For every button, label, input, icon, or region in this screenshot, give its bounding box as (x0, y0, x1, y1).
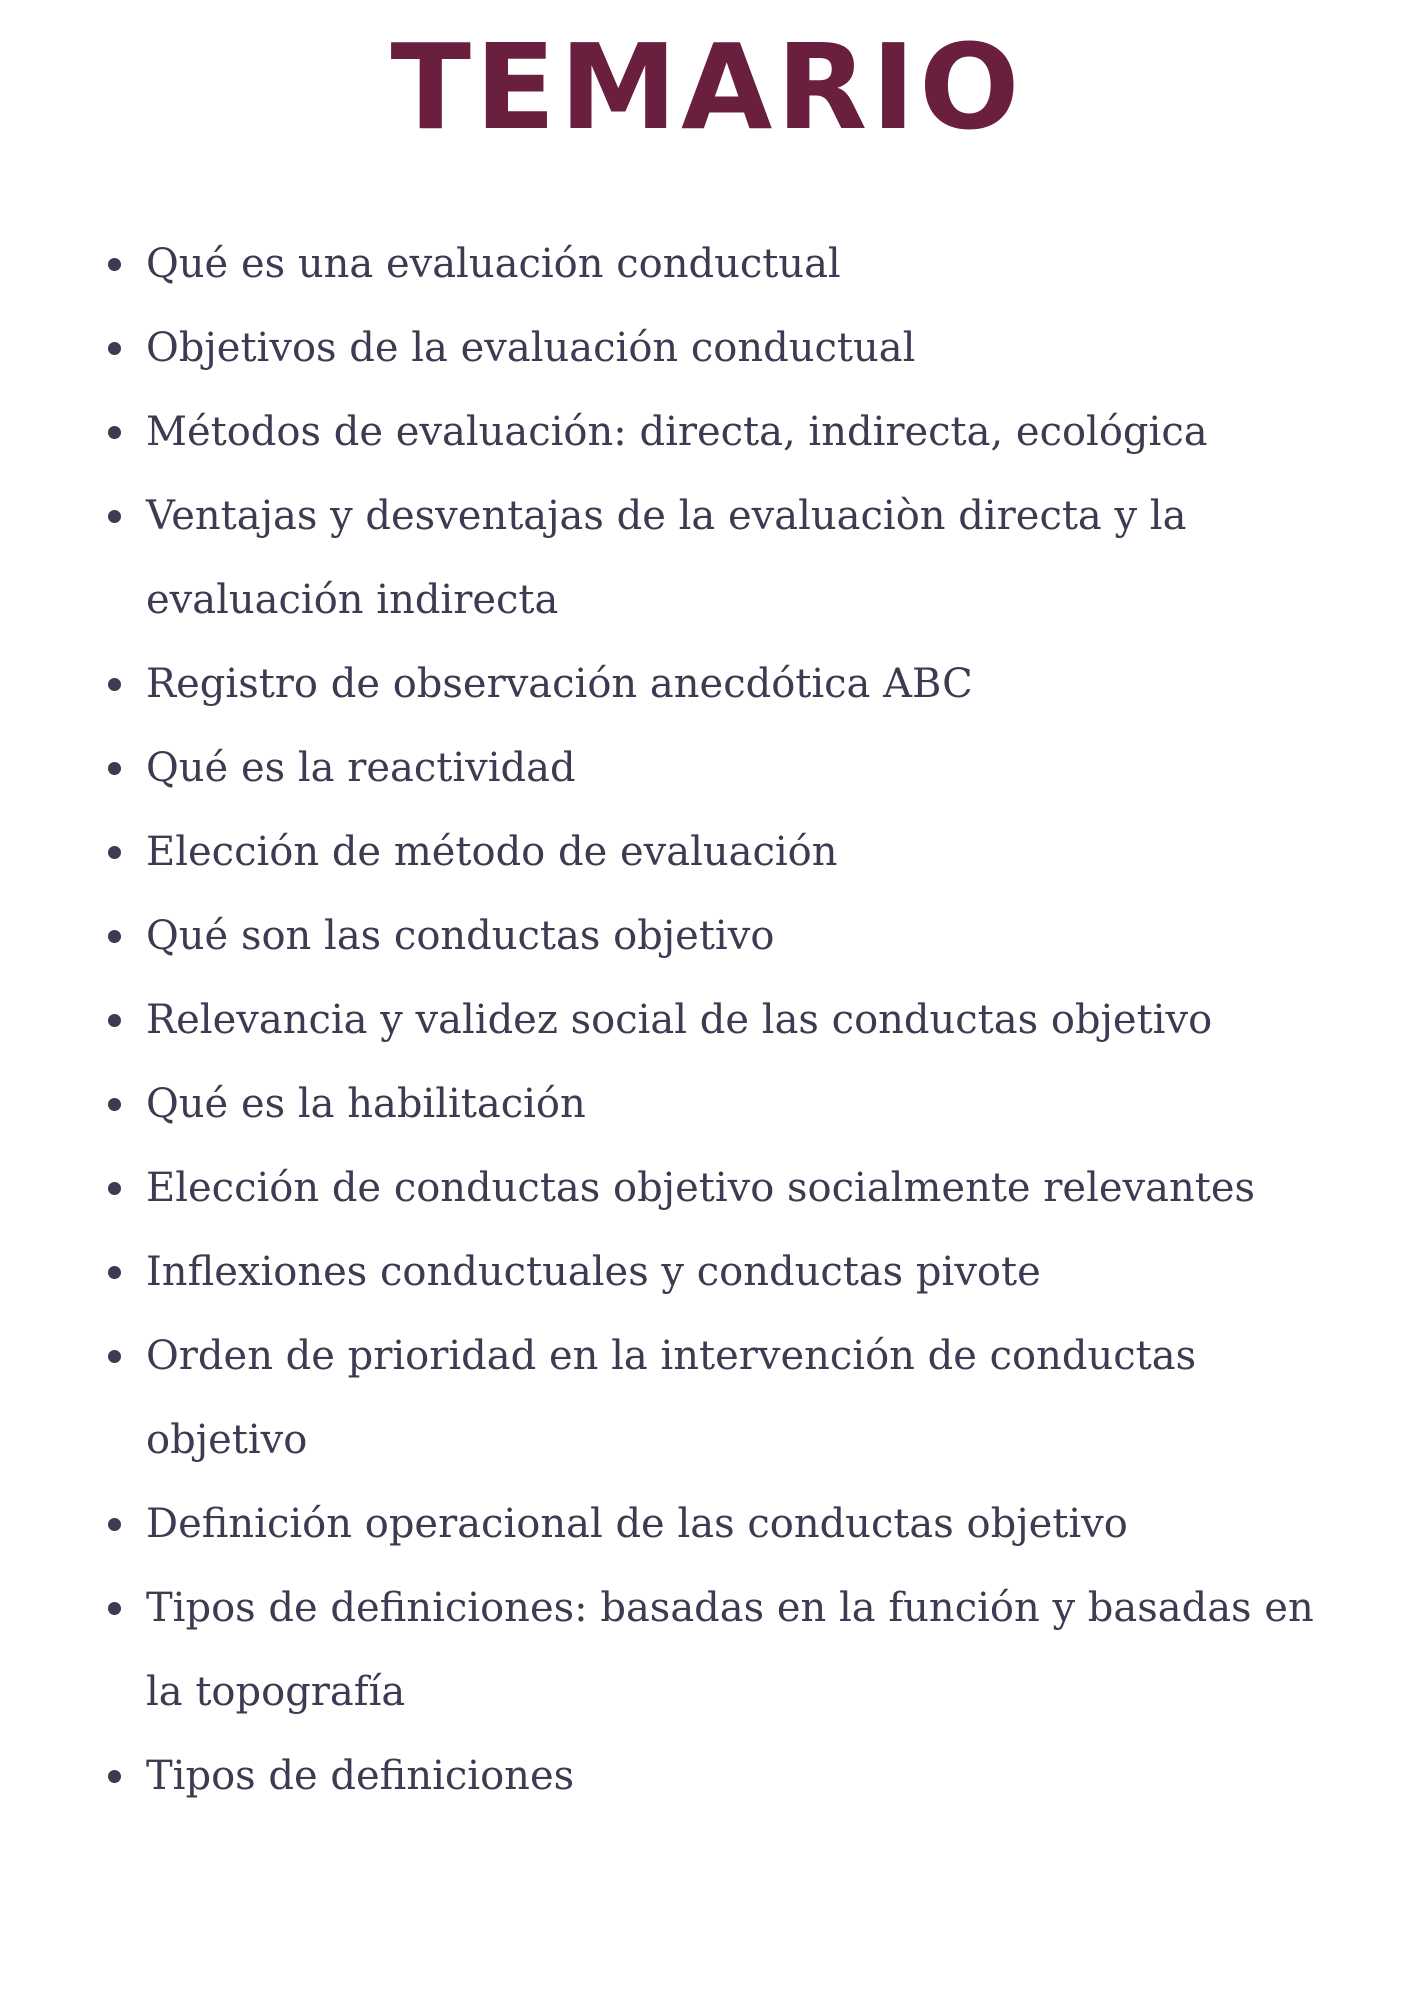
topic-item (104, 726, 1354, 810)
bullet-icon (108, 1182, 121, 1195)
topic-item (104, 1566, 1354, 1734)
topic-item (104, 978, 1354, 1062)
topic-text: Orden de prioridad en la intervención de conductas objetivo (146, 1333, 1197, 1463)
topic-text: Relevancia y validez social de las conductas objetivo (146, 997, 1213, 1043)
topic-item (104, 894, 1354, 978)
topic-text: Elección de conductas objetivo socialmente relevantes (146, 1165, 1256, 1211)
topic-text: Registro de observación anecdótica ABC (146, 661, 973, 707)
topic-item (104, 306, 1354, 390)
bullet-icon (108, 1098, 121, 1111)
bullet-icon (108, 342, 121, 355)
topic-item (104, 390, 1354, 474)
topic-text: Qué es la reactividad (146, 745, 576, 791)
topic-text: Tipos de definiciones: basadas en la función y basadas en la topografía (146, 1585, 1314, 1715)
page-title: TEMARIO (390, 18, 1024, 156)
bullet-icon (108, 1014, 121, 1027)
topic-item (104, 1314, 1354, 1482)
topic-text: Qué es la habilitación (146, 1081, 586, 1127)
bullet-icon (108, 678, 121, 691)
bullet-icon (108, 1518, 121, 1531)
topic-text: Qué son las conductas objetivo (146, 913, 775, 959)
topic-text: Ventajas y desventajas de la evaluaciòn directa y la evaluación indirecta (146, 493, 1187, 623)
bullet-icon (108, 930, 121, 943)
topic-item (104, 1734, 1354, 1818)
topic-item (104, 1230, 1354, 1314)
bullet-icon (108, 1350, 121, 1363)
topic-item (104, 642, 1354, 726)
bullet-icon (108, 846, 121, 859)
topic-text: Elección de método de evaluación (146, 829, 838, 875)
topic-list (104, 222, 1354, 1818)
bullet-icon (108, 1770, 121, 1783)
topic-item (104, 1062, 1354, 1146)
bullet-icon (108, 510, 121, 523)
topic-item (104, 222, 1354, 306)
topic-text: Inflexiones conductuales y conductas pivote (146, 1249, 1041, 1295)
topic-text: Objetivos de la evaluación conductual (146, 325, 916, 371)
bullet-icon (108, 1266, 121, 1279)
topic-item (104, 1482, 1354, 1566)
bullet-icon (108, 762, 121, 775)
topic-item (104, 474, 1354, 642)
bullet-icon (108, 426, 121, 439)
topic-item (104, 810, 1354, 894)
bullet-icon (108, 258, 121, 271)
topic-text: Definición operacional de las conductas objetivo (146, 1501, 1128, 1547)
topic-item (104, 1146, 1354, 1230)
topic-text: Métodos de evaluación: directa, indirecta, ecológica (146, 409, 1208, 455)
topic-text: Tipos de definiciones (146, 1753, 575, 1799)
topic-text: Qué es una evaluación conductual (146, 241, 841, 287)
bullet-icon (108, 1602, 121, 1615)
